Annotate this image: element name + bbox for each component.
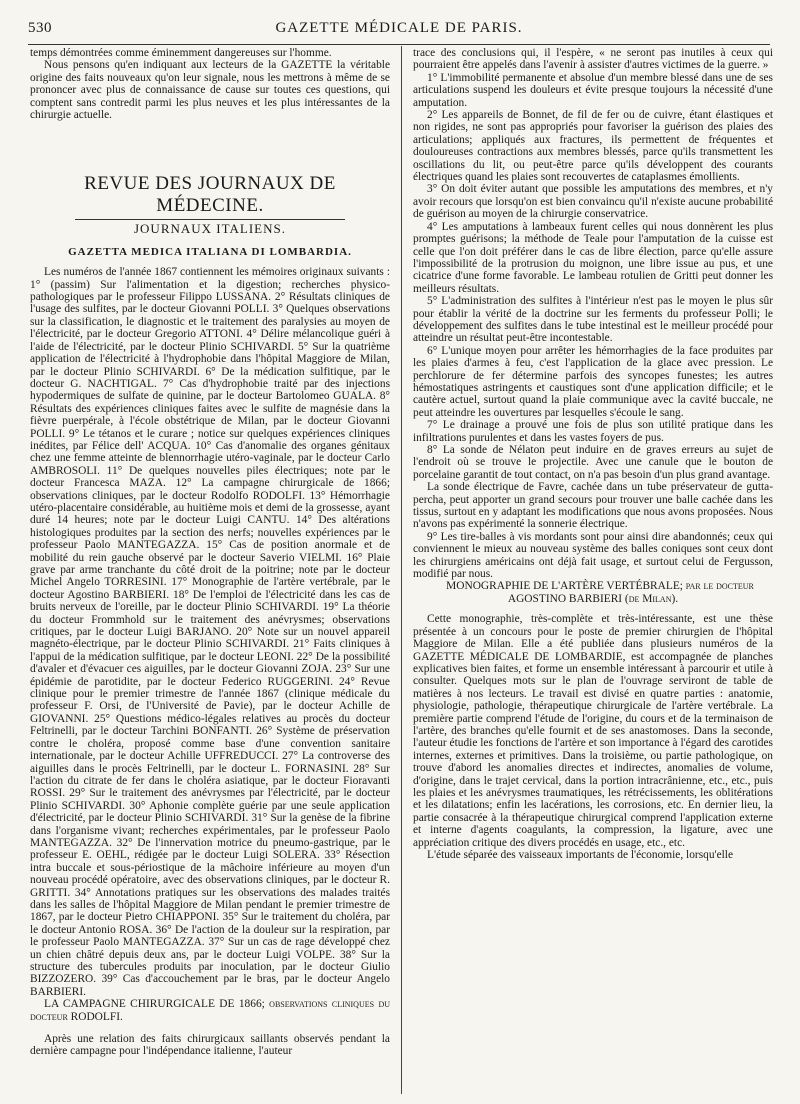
journal-title: GAZETTE MÉDICALE DE PARIS. — [275, 20, 523, 36]
article-text-campagne: Après une relation des faits chirurgicaux saillants observés pendant la dernière campagne pour l'indépendance italienne, l'auteur — [30, 1033, 390, 1058]
paragraph: La sonde électrique de Favre, cachée dans un tube préservateur de gutta-percha, peut apporter un grand secours pour trouver une balle cachée dans les tissus, surtout en y adaptant les modifications que nous avons proposées. Nous n'avons pas expérimenté la sonnerie électrique. — [413, 481, 773, 531]
header-rule — [28, 44, 770, 45]
article-text-monographie: Cette monographie, très-complète et très-intéressante, est une thèse présentée à un concours pour le poste de premier chirurgien de l'hôpital Maggiore de Milan. Elle a été publiée dans plusieurs numéros de la GAZETTE MÉDICALE DE LOMBARDIE, est accompagnée de planches explicatives bien faites, et forme un ensemble intéressant à parcourir et utile à consulter. Quelques mots sur le plan de l'ouvrage serviront de table de matières à nos lecteurs. Le travail est divisé en quatre parties : anatomie, physiologie, pathologie, thérapeutique chirurgicale de l'artère vertébrale. La première partie comprend l'étude de l'origine, du cours et de la terminaison de l'artère, des branches qu'elle fournit et de ses anastomoses. Dans la seconde, l'auteur étudie les fonctions de l'artère et son importance à l'égard des carotides internes, externes et primitives. Dans la troisième, ou partie pathologique, on trouve d'abord les anomalies directes et indirectes, anomalies de volume, d'origine, dans le trajet cervical, dans la portion intracrânienne, etc., etc., puis les plaies et les anévrysmes traumatiques, les rétrécissements, les oblitérations et les dilatations; enfin les lacérations, les corrosions, etc. En dernier lieu, la partie consacrée à la thérapeutique chirurgical comprend l'application externe et interne d'agents coagulants, la compression, la ligature, avec une appréciation critique des divers procédés en usage, etc., etc. — [413, 613, 773, 849]
page-header — [28, 20, 770, 42]
paragraph: trace des conclusions qui, il l'espère, « ne seront pas inutiles à ceux qui pourraient être appelés dans l'avenir à assister d'autres victimes de la guerre. » — [413, 47, 773, 72]
section-title-rule — [75, 219, 345, 220]
paragraph: 7° Le drainage a prouvé une fois de plus son utilité pratique dans les infiltrations purulentes et dans les vastes foyers de pus. — [413, 419, 773, 444]
paragraph: 6° L'unique moyen pour arrêter les hémorrhagies de la face produites par les plaies d'armes à feu, c'est l'application de la glace avec pression. Le perchlorure de fer détermine parfois des syncopes funestes; les autres hémostatiques astringents et caustiques sont d'une application difficile; et le cautère actuel, surtout quand la plaie communique avec la cavité buccale, ne peut atteindre les ouvertures par lesquelles s'écoule le sang. — [413, 344, 773, 419]
article-heading-campagne: LA CAMPAGNE CHIRURGICALE DE 1866; observations cliniques du docteur RODOLFI. — [30, 998, 390, 1023]
intro-paragraph: Nous pensons qu'en indiquant aux lecteurs de la GAZETTE la véritable origine des faits nouveaux qu'on leur signale, nous les mettrons à même de se prononcer avec plus de connaissance de cause sur toutes ces questions, qui comptent sans contredit parmi les plus neuves et les plus intéressantes de la chirurgie actuelle. — [30, 59, 390, 122]
paragraph: 3° On doit éviter autant que possible les amputations des membres, et n'y avoir recours que lorsqu'on est bien convaincu qu'il n'existe aucune probabilité de guérison au moyen de la chirurgie conservatrice. — [413, 183, 773, 221]
paragraph: 5° L'administration des sulfites à l'intérieur n'est pas le moyen le plus sûr pour établir la vérité de la doctrine sur les ferments du professeur Polli; le développement des sulfites dans le tube intestinal est le meilleur procédé pour atteindre un résultat peut-être incontestable. — [413, 295, 773, 345]
journal-heading: GAZETTA MEDICA ITALIANA DI LOMBARDIA. — [68, 245, 352, 258]
page-number: 530 — [28, 20, 52, 36]
article-heading-monographie: MONOGRAPHIE DE L'ARTÈRE VERTÉBRALE; par le docteur AGOSTINO BARBIERI (de Milan). — [446, 580, 754, 605]
paragraph: L'étude séparée des vaisseaux importants de l'économie, lorsqu'elle — [427, 849, 734, 861]
right-column — [413, 47, 773, 1097]
intro-continuation: temps démontrées comme éminemment dangereuses sur l'homme. — [30, 47, 332, 59]
left-column — [30, 47, 390, 1097]
column-divider — [401, 46, 402, 1094]
paragraph: 4° Les amputations à lambeaux furent celles qui nous donnèrent les plus promptes guérisons; la méthode de Teale pour l'amputation de la cuisse est celle que l'on doit préférer dans le cas de libre élection, parce qu'elle assure l'impossibilité de la protrusion du moignon, une libre issue au pus, et une cicatrice d'une forme favorable. Le lambeau rotulien de Gritti peut donner les meilleurs résultats. — [413, 220, 773, 295]
subsection-title: JOURNAUX ITALIENS. — [133, 221, 286, 237]
section-title: REVUE DES JOURNAUX DE MÉDECINE. — [84, 173, 336, 217]
paragraph: 2° Les appareils de Bonnet, de fil de fer ou de cuivre, étant élastiques et non rigides, ne sont pas appropriés pour favoriser la guérison des plaies des articulations; appliqués aux fractures, ils permettent de fréquentes et douloureuses contractions aux membres blessés, parce qu'ils transmettent les oscillations du lit, ou peut-être parce qu'ils développent des courants électriques quand les plaies sont recouvertes de cataplasmes émollients. — [413, 109, 773, 184]
paragraph: 1° L'immobilité permanente et absolue d'un membre blessé dans une de ses articulations suspend les douleurs et évite presque toujours la nécessité d'une amputation. — [413, 71, 773, 109]
paragraph: 8° La sonde de Nélaton peut induire en de graves erreurs au sujet de l'endroit où se trouve le projectile. Avec une canule que le bouton de porcelaine garantit de tout contact, on n'a pas besoin d'un plus grand avantage. — [413, 444, 773, 481]
paragraph: 9° Les tire-balles à vis mordants sont pour ainsi dire abandonnés; ceux qui conviennent le mieux au nouveau système des balles coniques sont ceux dont les chirurgiens américains ont déjà fait usage, et surtout celui de Fergusson, modifié par nous. — [413, 530, 773, 581]
memoirs-list-paragraph: Les numéros de l'année 1867 contiennent les mémoires originaux suivants : 1° (passim) Sur l'alimentation et la digestion; recherches physico-pathologiques par le professeur Filippo LUSSANA. 2° Résultats cliniques de l'usage des sulfites, par le docteur Giovanni POLLI. 3° Quelques observations sur la classification, le diagnostic et le traitement des paralysies au moyen de l'électricité, par le docteur Gregorio ATTONI. 4° Délire mélancolique guéri à l'aide de l'électricité, par le docteur Plinio SCHIVARDI. 5° Sur la quatrième application de l'électricité à l'hydrophobie dans l'hôpital Maggiore de Milan, par le docteur Plinio SCHIVARDI. 6° De la médication sulfitique, par le docteur G. NACHTIGAL. 7° Cas d'hydrophobie traité par des injections hypodermiques de sulfate de quinine, par le docteur Bartolomeo GUALA. 8° Résultats des expériences cliniques faites avec le sulfite de magnésie dans la fièvre puerpérale, à l'école obstétrique de Milan, par le docteur Giovanni POLLI. 9° Le tétanos et le curare ; notice sur quelques expériences cliniques inédites, par Félice dell' ACQUA. 10° Cas d'anomalie des organes génitaux chez une femme atteinte de blennorrhagie utéro-vaginale, par le docteur Carlo AMBROSOLI. 11° De quelques nouvelles piles électriques; note par le docteur Francesca MAZA. 12° La campagne chirurgicale de 1866; observations cliniques, par le docteur Rodolfo RODOLFI. 13° Hémorrhagie utéro-placentaire considérable, au huitième mois et demi de la grossesse, ayant duré 14 heures; note par le docteur Luigi CANTU. 14° Des altérations histologiques produites par la section des nerfs; nouvelles expériences par le professeur Paolo MANTEGAZZA. 15° Cas de position anormale et de mobilité du rein gauche observé par le docteur Saverio VIELMI. 16° Plaie grave par arme tranchante du côté droit de la poitrine; note par le docteur Michel Angelo TORRESINI. 17° Monographie de l'artère vertébrale, par le docteur Agostino BARBIERI. 18° De l'emploi de l'électricité dans les cas de bruits nerveux de l'oreille, par le docteur Plinio SCHIVARDI. 19° La théorie du docteur Frommhold sur le traitement des anévrysmes; observations critiques, par le docteur Luigi BARJANO. 20° Note sur un nouvel appareil magnéto-électrique, par le docteur Plinio SCHIVARDI. 21° Faits cliniques à l'appui de la médication sulfitique, par le docteur LEONI. 22° De la possibilité d'avaler et d'évacuer ces aiguilles, par le docteur Giovanni ZOJA. 23° Sur une épidémie de parotidite, par le docteur Federico RUGGERINI. 24° Revue clinique pour le premier trimestre de l'année 1867 (clinique médicale du professeur F. Orsi, de l'Université de Pavie), par le docteur Achille de GIOVANNI. 25° Questions médico-légales relatives au procès du docteur Feltrinelli, par le docteur Tarchini BONFANTI. 26° Système de préservation contre le choléra, proposé comme base d'une convention sanitaire internationale, par le docteur Achille UFFREDUCCI. 27° La controverse des aiguilles dans le procès Feltrinelli, par le docteur L. FORNASINI. 28° Sur l'action du citrate de fer dans le choléra asiatique, par le docteur Fioravanti ROSSI. 29° Sur le traitement des anévrysmes par l'électricité, par le docteur Plinio SCHIVARDI. 30° Aphonie complète guérie par une seule application d'électricité, par le docteur Plinio SCHIVARDI. 31° Sur la genèse de la fibrine dans l'organisme vivant; recherches expérimentales, par le professeur Paolo MANTEGAZZA. 32° De l'innervation motrice du pneumo-gastrique, par le professeur E. OEHL, rédigée par le docteur Luigi SOLERA. 33° Résection intra buccale et sous-périostique de la mâchoire inférieure au moyen d'un nouveau procédé opératoire, avec des observations cliniques, par le docteur R. GRITTI. 34° Annotations pratiques sur les observations des malades traités dans les salles de l'hôpital Maggiore de Milan pendant le premier trimestre de 1867, par le docteur Pietro CHIAPPONI. 35° Sur le traitement du choléra, par le docteur Antonio ROSA. 36° De l'action de la douleur sur la respiration, par le professeur Paolo MANTEGAZZA. 37° Sur un cas de rage développé chez un chien châtré depuis deux ans, par le docteur Luigi VOLPE. 38° Sur la structure des tubercules produits par inoculation, par le docteur Giulio BIZZOZERO. 39° Cas d'accouchement par le bras, par le docteur Angelo BARBIERI. — [30, 266, 390, 998]
